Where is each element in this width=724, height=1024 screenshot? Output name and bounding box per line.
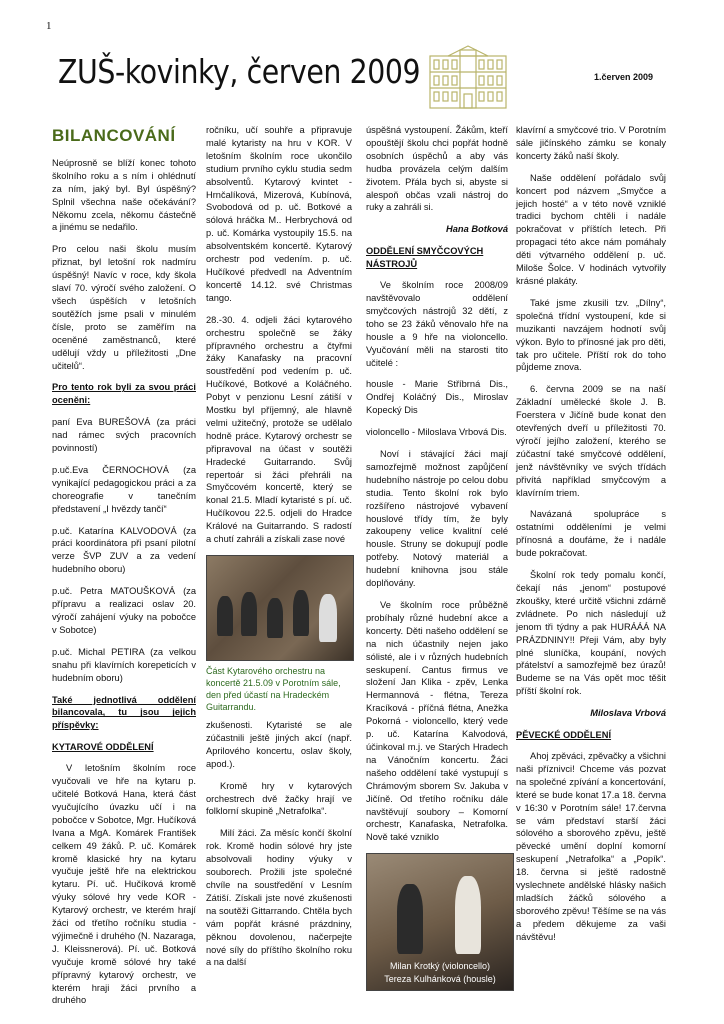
column-1 xyxy=(52,124,196,1016)
photo-caption-line: Tereza Kulhánková (housle) xyxy=(384,974,496,985)
award-item: p.uč. Michal PETIRA (za velkou snahu při klavírních korepeticích v hudebním oboru) xyxy=(52,646,196,683)
paragraph: Ve školním roce průběžně probíhaly různé hudební akce a koncerty. Děti našeho oddělení se na nich účastnily nejen jako sólisté, ale i v různých hudebních seskupení. Cantus firmus ve složení Jan Klika - zpěv, Lenka Hermannová - flétna, Tereza Kracíková - příčná flétna, Anežka Pokorná - violoncello, který vede p. uč. Katarína Kalvodová, účinkoval m.j. ve Starých Hradech na Vánočním koncertu. Žáci našeho oddělení také vystupují s Chrámovým sborem Sv. Jakuba v Jičíně. Od třetího ročníku dále navštěvují soubory – Komorní orchestr, Kanafaska, Netrafolka. Nově také vzniklo xyxy=(366,600,508,843)
award-item: p.uč. Katarína KALVODOVÁ (za práci koordinátora při psaní pilotní verze ŠVP ZUV a za vedení hudebního oboru) xyxy=(52,525,196,575)
paragraph: Kromě hry v kytarových orchestrech dvě žačky hrají ve folklorní skupině „Netrafolka“. xyxy=(206,780,352,817)
signature: Hana Botková xyxy=(446,224,508,235)
string-players-photo xyxy=(366,853,514,991)
paragraph: Naše oddělení pořádalo svůj koncert pod názvem „Smyčce a jejich hosté“ a v této nově vzniklé tradici bychom chtěli i nadále pokračovat v příštích letech. Při propagaci této akce nám pomáhaly děti výtvarného oddělení p. uč. Miloše Šolce. V hodinách vytvořily krásné plakáty. xyxy=(516,172,666,286)
award-item: paní Eva BUREŠOVÁ (za práci nad rámec svých pracovních povinností) xyxy=(52,417,196,454)
guitar-orchestra-photo xyxy=(206,555,354,661)
paragraph: Pro tento rok byli za svou práci oceněni: xyxy=(52,382,196,406)
school-building-logo xyxy=(418,42,518,112)
paragraph: klavírní a smyčcové trio. V Porotním sále jičínského zámku se konaly koncerty žáků naší školy. xyxy=(516,125,666,161)
column-2 xyxy=(206,124,352,978)
paragraph: Neúprosně se blíží konec tohoto školního roku a s ním i ohlédnutí za ním, jaký byl. Byl úspěšný? Splnil všechna naše očekávání? Někomu zcela, někomu částečně a jinému se nedařilo. xyxy=(52,157,196,233)
page-number: 1 xyxy=(46,20,52,32)
column-4 xyxy=(516,124,666,953)
issue-date: 1.červen 2009 xyxy=(594,72,654,82)
paragraph: ročníku, učí souhře a připravuje malé kytaristy na hru v KOR. V letošním školním roce ukončilo studium prvního cyklu studia sedm absolventů. Kytarový kvintet - Hrnčalíková, Mizerová, Kubínová, Svobodová od p. uč. Botkové a sólová hráčka M.. Herbrychová od p. uč. Komárka vystoupily 15.5. na absolventském koncertě. Kytarový orchestr pod vedením. p. uč. Hučíkové předvedl na Adventním koncertě 14.12. své Christmas tango. xyxy=(206,125,352,303)
paragraph: 28.-30. 4. odjeli žáci kytarového orchestru společně se žáky přípravného orchestru a čtyřmi žáky Kanafasky na pracovní soustředění pod vedením p. uč. Hučíkové, Botkové a Koláčného. Pobyt v penzionu Lesní zátiší v Mostku byl příjemný, ale hlavně velmi užitečný, protože se udělalo hodně práce. Kytarový orchestr se připravoval na účast v soutěži Hradecké Guitarrando. Svůj repertoár si žáci přehráli na Smyčcovém koncertě, který se konal 21.5. Mladí kytaristé s pí. uč. Hučíkovou 22.5. odjeli do Hradce Králové na Guitarrando. S radostí a chutí zahráli a získali zase nové xyxy=(206,314,352,545)
paragraph: 6. června 2009 se na naší Základní umělecké škole J. B. Foerstera v Jičíně bude konat den otevřených dveří u příležitosti 70. výročí jejího založení, kterého se zúčastní také smyčcové oddělení, jenž návštěvníky ve svých třídách přivítá například smyčcovým a klavírním triem. xyxy=(516,384,666,498)
paragraph: Noví i stávající žáci mají samozřejmě možnost zapůjčení hudebního nástroje po celou dobu studia. Tento školní rok bylo rozšířeno nástrojové vybavení houslové třídy tím, že byly zakoupeny velice kvalitní celé housle. Struny se dokupují podle potřeby. Notový materiál a hudební knihovna jsou stále doplňovány. xyxy=(366,449,508,589)
paragraph: Pro celou naši školu musím přiznat, byl letošní rok nadmíru úspěšný! Navíc v roce, kdy škola slaví 70. výročí svého založení. O všech úspěších v letošních soutěžích jsme psali v minulém čísle, proto se zaměřím na oceněné zaměstnanců, které udělují vždy u příležitosti „Dne učitelů“. xyxy=(52,244,196,371)
paragraph: Ve školním roce 2008/09 navštěvovalo oddělení smyčcových nástrojů 32 dětí, z toho se 23 žáků věnovalo hře na housle a 9 hře na violoncello. Vyučování měli na starosti tito učitelé : xyxy=(366,280,508,368)
award-item: p.uč.Eva ČERNOCHOVÁ (za vynikající pedagogickou práci a za choreografie v tanečním představení „I hvězdy tančí“ xyxy=(52,464,196,514)
paragraph: Milí žáci. Za měsíc končí školní rok. Kromě hodin sólové hry jste absolvovali hodiny výuky v souborech. Prožili jste společné chvíle na soustředění v Lesním Zátiší. Získali jste nové zkušenosti na soutěži Gittarrando. Chtěla bych vám popřát krásné prázdniny, pěknou dovolenou, načerpejte nové síly do příštího školního roku a na další xyxy=(206,828,352,968)
photo-caption: Část Kytarového orchestru na koncertě 21.5.09 v Porotním sále, den před účastí na Hradeckém Guitarrandu. xyxy=(206,666,341,712)
section-subheading: KYTAROVÉ ODDĚLENÍ xyxy=(52,742,154,753)
paragraph: zkušenosti. Kytaristé se ale zúčastnili ještě jiných akcí (např. Aprilového koncertu, oslav školy, apod.). xyxy=(206,720,352,769)
paragraph: Ahoj zpěváci, zpěvačky a všichni naši příznivci! Chceme vás pozvat na společné zpívání a koncertování, které se bude konat 17.a 18. června v 16:30 v Porotním sále! 17.června se vám představí starší žáci sólového a sborového zpěvu, ještě pěvecké umění doplní komorní seskupení „Netrafolka“ a „Popík“. 18. června si ještě radostně vyslechnete andělské hlásky našich mladších žáčků sólového a sborového zpěvu! Těšíme se na vás a předem děkujeme za vaši návštěvu! xyxy=(516,750,666,942)
section-heading: BILANCOVÁNÍ xyxy=(52,126,176,145)
section-subheading: PĚVECKÉ ODDĚLENÍ xyxy=(516,730,612,741)
award-item: p.uč. Petra MATOUŠKOVÁ (za přípravu a realizaci oslav 20. výročí zahájení výuky na pobočce v Sobotce) xyxy=(52,586,196,635)
paragraph: úspěšná vystoupení. Žákům, kteří opouštějí školu chci popřát hodně osobních úspěchů a aby vás hudba provázela celým dalším životem. Přála bych si, abyste si alespoň občas vzali nástroj do ruky a zahráli si. xyxy=(366,125,508,213)
section-subheading: ODDĚLENÍ SMYČCOVÝCH NÁSTROJŮ xyxy=(366,246,484,270)
masthead-title: ZUŠ-kovinky, červen 2009 xyxy=(58,52,421,91)
paragraph: Školní rok tedy pomalu končí, čekají nás „jenom“ postupové zkoušky, které určitě všichni zdárně zvládnete. Po nich následují už jenom tři týdny a pak HURÁÁÁ NA PRÁZDNINY!! Přeji Vám, aby byly plné sluníčka, koupání, nových přátelství a samozřejmě bez úrazů! Budeme se na Vás opět moc těšit příští školní rok. xyxy=(516,570,666,697)
photo-caption-line: Milan Krotký (violoncello) xyxy=(389,961,491,972)
paragraph: V letošním školním roce vyučovali ve hře na kytaru p. učitelé Botková Hana, která část vyučujícího úvazku učí i na pobočce v Sobotce, Mgr. Hučíková Ivana a MgA. Komárek František celkem 49 žáků. P. uč. Komárek kromě klasické hry na kytaru vyučuje ještě hře na elektrickou kytaru. Pí. uč. Hučíková kromě výuky sólové hry vede KOR - Kytarový orchestr, ve kterém hrají žáci od třetího ročníku studia - výjimečně i druhého (N. Nazaraga, J. Kleissnerová). Pí. uč. Botková vyučuje kromě sólové hry také přípravný kytarový orchestr, ve kterém hraji žáci prvního a druhého xyxy=(52,763,196,1006)
paragraph: housle - Marie Stříbrná Dis., Ondřej Koláčný Dis., Miroslav Kopecký Dis xyxy=(366,379,508,416)
paragraph: Také jsme zkusili tzv. „Dílny“, společná třídní vystoupení, kde si muzikanti navzájem hodnotí svůj výkon. Bylo to přínosné jak pro děti, tak pro učitele. Příští rok do toho půjdeme znova. xyxy=(516,297,666,373)
column-3 xyxy=(366,124,508,991)
signature: Miloslava Vrbová xyxy=(590,708,666,719)
paragraph: violoncello - Miloslava Vrbová Dis. xyxy=(366,427,507,438)
paragraph: Také jednotlivá oddělení bilancovala, tu jsou jejich příspěvky: xyxy=(52,694,196,731)
paragraph: Navázaná spolupráce s ostatními odděleními je velmi přínosná a doufáme, že i nadále bude pokračovat. xyxy=(516,509,666,559)
